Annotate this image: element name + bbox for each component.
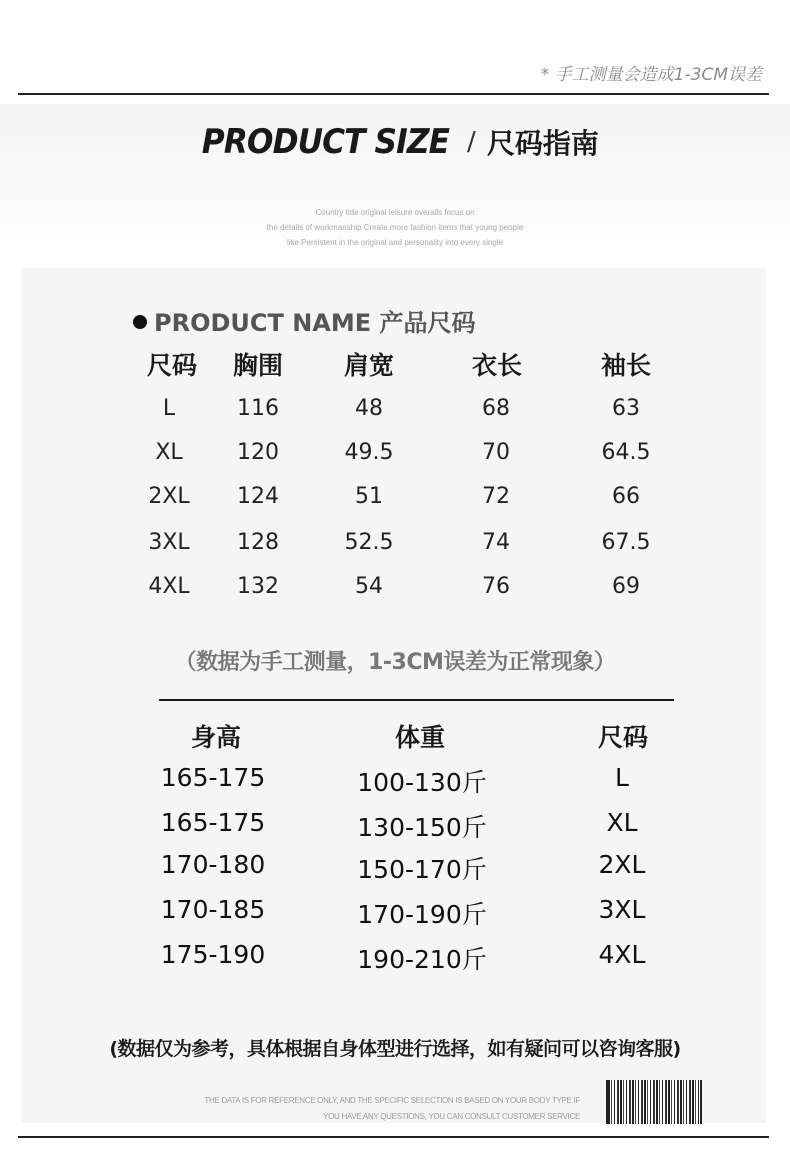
table-cell: 150-170斤 (357, 855, 487, 884)
title-english: PRODUCT SIZE (201, 122, 450, 162)
table-cell: 4XL (598, 940, 646, 969)
header-shoulder: 肩宽 (343, 351, 395, 380)
table-cell: 190-210斤 (357, 945, 487, 974)
page-title (0, 122, 790, 162)
header-sleeve: 袖长 (600, 351, 652, 380)
table-cell: 54 (355, 574, 383, 599)
title-chinese: 尺码指南 (486, 127, 599, 160)
table-cell: 116 (237, 396, 279, 421)
table-row (0, 484, 790, 518)
table-cell: 74 (482, 530, 510, 555)
table-row (0, 850, 790, 884)
table-cell: XL (606, 808, 638, 837)
footer-line: YOU HAVE ANY QUESTIONS, YOU CAN CONSULT CUSTOMER SERVICE (323, 1112, 580, 1121)
table-cell: 170-190斤 (357, 900, 487, 929)
measurement-error-note: * 手工测量会造成1-3CM误差 (540, 65, 762, 85)
tagline-line: Country tide original leisure overalls focus on (315, 208, 475, 217)
table-cell: 170-185 (160, 895, 266, 924)
section-heading (133, 303, 476, 338)
top-divider (18, 93, 769, 95)
barcode-icon (606, 1080, 702, 1124)
tagline-line: like Persistent in the original and personality into every single (286, 238, 504, 247)
table-row (0, 530, 790, 564)
table-cell: 48 (355, 396, 383, 421)
table-cell: 165-175 (160, 763, 266, 792)
section-heading-text: PRODUCT NAME 产品尺码 (154, 309, 476, 337)
header-chest: 胸围 (232, 351, 284, 380)
measurement-note: （数据为手工测量，1-3CM误差为正常现象） (174, 650, 616, 675)
section-divider (159, 699, 674, 701)
table-cell: 3XL (148, 530, 190, 555)
table-cell: 66 (612, 484, 640, 509)
bullet-dot (133, 315, 147, 329)
table-cell: 67.5 (601, 530, 651, 555)
table-cell: 76 (482, 574, 510, 599)
table-cell: 72 (482, 484, 510, 509)
table-cell: L (162, 396, 176, 421)
header-height: 身高 (190, 723, 242, 752)
table-cell: 165-175 (160, 808, 266, 837)
table-cell: 2XL (598, 850, 646, 879)
table-cell: 124 (237, 484, 279, 509)
table-row (0, 396, 790, 430)
header-size: 尺码 (597, 723, 649, 752)
table-cell: 49.5 (344, 440, 394, 465)
bottom-divider (18, 1136, 769, 1138)
footer-line: THE DATA IS FOR REFERENCE ONLY, AND THE SPECIFIC SELECTION IS BASED ON YOUR BODY TYPE IF (204, 1096, 580, 1105)
table-cell: 51 (355, 484, 383, 509)
tagline-line: the details of workmanship Create more fashion items that young people (266, 223, 524, 232)
tagline (0, 205, 790, 250)
footer-disclaimer (190, 1093, 580, 1125)
table-cell: 68 (482, 396, 510, 421)
table-row (0, 940, 790, 974)
header-size: 尺码 (146, 351, 198, 380)
reference-note: (数据仅为参考，具体根据自身体型进行选择，如有疑问可以咨询客服) (109, 1038, 681, 1060)
table-cell: 70 (482, 440, 510, 465)
table-row (0, 895, 790, 929)
table-row (0, 574, 790, 608)
table-cell: 52.5 (344, 530, 394, 555)
table-row (0, 763, 790, 797)
table-cell: 100-130斤 (357, 768, 487, 797)
fit-table-header (0, 718, 790, 752)
header-length: 衣长 (471, 351, 523, 380)
title-separator: / (467, 127, 476, 157)
header-weight: 体重 (394, 723, 446, 752)
table-cell: 69 (612, 574, 640, 599)
table-cell: 64.5 (601, 440, 651, 465)
table-cell: L (615, 763, 629, 792)
table-cell: 63 (612, 396, 640, 421)
table-row (0, 808, 790, 842)
table-cell: 2XL (148, 484, 190, 509)
table-cell: 3XL (598, 895, 646, 924)
table-cell: 175-190 (160, 940, 266, 969)
size-table-header (0, 346, 790, 380)
table-cell: 132 (237, 574, 279, 599)
table-cell: 130-150斤 (357, 813, 487, 842)
table-row (0, 440, 790, 474)
table-cell: XL (155, 440, 183, 465)
table-cell: 170-180 (160, 850, 266, 879)
table-cell: 120 (237, 440, 279, 465)
table-cell: 128 (237, 530, 279, 555)
table-cell: 4XL (148, 574, 190, 599)
